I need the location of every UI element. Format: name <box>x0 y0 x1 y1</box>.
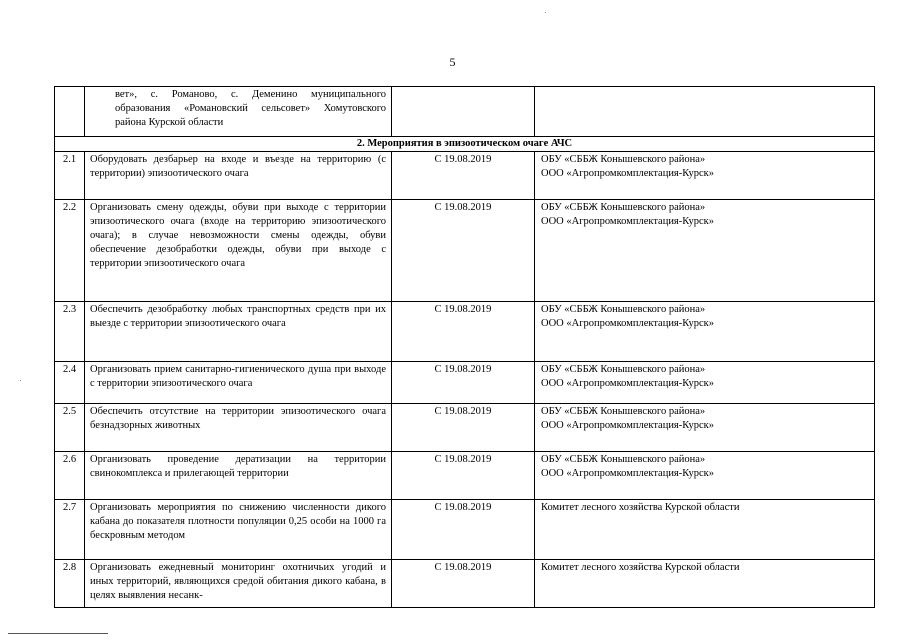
cell-num: 2.8 <box>55 560 85 608</box>
cell-resp-empty <box>535 87 875 137</box>
cell-date: С 19.08.2019 <box>392 362 535 404</box>
responsible-org: ООО «Агропромкомплектация-Курск» <box>541 378 714 389</box>
cell-date-empty <box>392 87 535 137</box>
responsible-org: ОБУ «СББЖ Конышевского района» <box>541 202 706 213</box>
responsible-org: ООО «Агропромкомплектация-Курск» <box>541 420 714 431</box>
page-number: 5 <box>449 55 456 69</box>
cell-num-empty <box>55 87 85 137</box>
cell-task: Организовать прием санитарно-гигиенического душа при выходе с территории эпизоотического очага <box>85 362 392 404</box>
table-row <box>55 500 875 560</box>
cell-responsible <box>535 404 875 452</box>
cell-responsible <box>535 362 875 404</box>
responsible-org: ОБУ «СББЖ Конышевского района» <box>541 364 706 375</box>
cell-task-continued: вет», с. Романово, с. Деменино муниципального образования «Романовский сельсовет» Хомутовского района Курской области <box>85 87 392 137</box>
cell-date: С 19.08.2019 <box>392 560 535 608</box>
cell-task: Обеспечить отсутствие на территории эпизоотического очага безнадзорных животных <box>85 404 392 452</box>
section-header-row <box>55 137 875 152</box>
cell-date: С 19.08.2019 <box>392 404 535 452</box>
cell-num: 2.2 <box>55 200 85 302</box>
cell-task: Оборудовать дезбарьер на входе и въезде на территорию (с территории) эпизоотического очага <box>85 152 392 200</box>
table-row <box>55 152 875 200</box>
cell-date: С 19.08.2019 <box>392 152 535 200</box>
table-body <box>55 152 875 608</box>
responsible-org: ООО «Агропромкомплектация-Курск» <box>541 468 714 479</box>
cell-task: Организовать мероприятия по снижению численности дикого кабана до показателя плотности популяции 0,25 особи на 1000 га бескровным методом <box>85 500 392 560</box>
cell-num: 2.7 <box>55 500 85 560</box>
table-row-continued <box>55 87 875 137</box>
responsible-org: ОБУ «СББЖ Конышевского района» <box>541 154 706 165</box>
cell-num: 2.6 <box>55 452 85 500</box>
cell-date: С 19.08.2019 <box>392 302 535 362</box>
responsible-org: Комитет лесного хозяйства Курской области <box>541 502 740 513</box>
footer-rule <box>8 633 108 634</box>
cell-date: С 19.08.2019 <box>392 452 535 500</box>
cell-num: 2.5 <box>55 404 85 452</box>
table-row <box>55 302 875 362</box>
responsible-org: ОБУ «СББЖ Конышевского района» <box>541 454 706 465</box>
table-row <box>55 404 875 452</box>
table-row <box>55 200 875 302</box>
table-row <box>55 452 875 500</box>
cell-num: 2.1 <box>55 152 85 200</box>
responsible-org: ООО «Агропромкомплектация-Курск» <box>541 168 714 179</box>
cell-task: Организовать смену одежды, обуви при выходе с территории эпизоотического очага (входе на территорию эпизоотического очага); в случае невозможности смены одежды, обуви обеспечение дезобработки одежды, обуви при выходе с территории эпизоотического очага <box>85 200 392 302</box>
table-row <box>55 560 875 608</box>
measures-table <box>54 86 875 608</box>
responsible-org: ООО «Агропромкомплектация-Курск» <box>541 216 714 227</box>
cell-responsible <box>535 200 875 302</box>
cell-responsible <box>535 302 875 362</box>
responsible-org: ОБУ «СББЖ Конышевского района» <box>541 406 706 417</box>
cell-num: 2.3 <box>55 302 85 362</box>
section-title: 2. Мероприятия в эпизоотическом очаге АЧС <box>55 137 875 152</box>
scan-speck <box>20 380 21 381</box>
cell-responsible <box>535 152 875 200</box>
cell-task: Организовать ежедневный мониторинг охотничьих угодий и иных территорий, являющихся средой обитания дикого кабана, в целях выявления несанк- <box>85 560 392 608</box>
table-row <box>55 362 875 404</box>
responsible-org: ООО «Агропромкомплектация-Курск» <box>541 318 714 329</box>
cell-num: 2.4 <box>55 362 85 404</box>
cell-responsible <box>535 560 875 608</box>
cell-date: С 19.08.2019 <box>392 200 535 302</box>
responsible-org: ОБУ «СББЖ Конышевского района» <box>541 304 706 315</box>
cell-task: Организовать проведение дератизации на территории свинокомплекса и прилегающей территории <box>85 452 392 500</box>
cell-responsible <box>535 452 875 500</box>
responsible-org: Комитет лесного хозяйства Курской области <box>541 562 740 573</box>
cell-task: Обеспечить дезобработку любых транспортных средств при их выезде с территории эпизоотического очага <box>85 302 392 362</box>
cell-date: С 19.08.2019 <box>392 500 535 560</box>
cell-responsible <box>535 500 875 560</box>
scan-speck <box>545 12 546 13</box>
